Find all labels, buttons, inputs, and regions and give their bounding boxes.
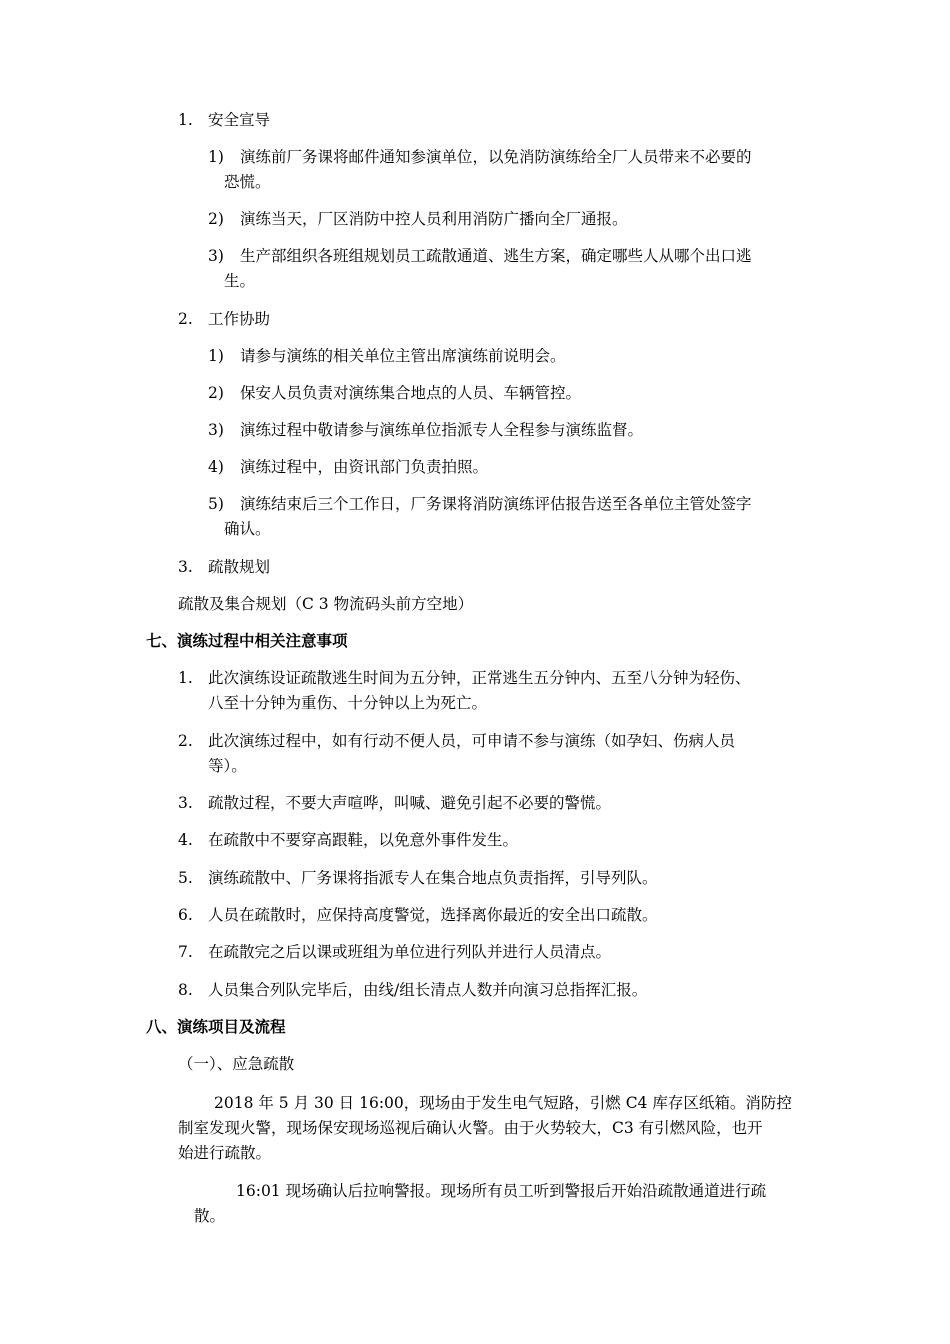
item-title-evacuation-planning: 疏散规划 (208, 558, 271, 576)
item-number: 3. (178, 558, 193, 576)
item-number: 7. (178, 943, 193, 961)
item-number: 1. (178, 669, 193, 687)
evacuation-note: 疏散及集合规划（C 3 物流码头前方空地） (178, 595, 474, 613)
timeline-paragraph: 16:01 现场确认后拉响警报。现场所有员工听到警报后开始沿疏散通道进行疏 (236, 1182, 767, 1200)
item-number: 8. (178, 981, 193, 999)
precaution-text: 此次演练过程中，如有行动不便人员，可申请不参与演练（如孕妇、伤病人员 (208, 732, 736, 750)
timeline-paragraph: 散。 (194, 1207, 226, 1225)
item-number: 2. (178, 732, 193, 750)
sub-item-number: 2) (208, 210, 224, 228)
precaution-text: 在疏散完之后以课或班组为单位进行列队并进行人员清点。 (208, 943, 612, 961)
item-number: 2. (178, 310, 193, 328)
sub-item-text: 保安人员负责对演练集合地点的人员、车辆管控。 (240, 384, 582, 402)
sub-item-number: 4) (208, 458, 224, 476)
precaution-text: 等）。 (208, 757, 247, 775)
precaution-text: 人员集合列队完毕后，由线/组长清点人数并向演习总指挥汇报。 (208, 981, 648, 999)
scenario-paragraph: 制室发现火警，现场保安现场巡视后确认火警。由于火势较大，C3 有引燃风险，也开 (178, 1119, 763, 1137)
item-number: 6. (178, 906, 193, 924)
sub-item-text: 生。 (224, 272, 256, 290)
sub-item-number: 2) (208, 384, 224, 402)
item-number: 1. (178, 111, 193, 129)
sub-item-text: 确认。 (224, 520, 271, 538)
precaution-text: 演练疏散中、厂务课将指派专人在集合地点负责指挥，引导列队。 (208, 869, 658, 887)
sub-item-text: 演练过程中敬请参与演练单位指派专人全程参与演练监督。 (240, 421, 644, 439)
precaution-text: 八至十分钟为重伤、十分钟以上为死亡。 (208, 694, 488, 712)
sub-item-text: 演练过程中，由资讯部门负责拍照。 (240, 458, 489, 476)
item-number: 5. (178, 869, 193, 887)
item-number: 4. (178, 831, 193, 849)
precaution-text: 疏散过程，不要大声喧哗，叫喊、避免引起不必要的警慌。 (208, 794, 612, 812)
section-heading-precautions: 七、演练过程中相关注意事项 (146, 632, 348, 650)
item-title-work-assistance: 工作协助 (208, 310, 271, 328)
precaution-text: 在疏散中不要穿高跟鞋，以免意外事件发生。 (208, 831, 519, 849)
sub-item-text: 演练当天，厂区消防中控人员利用消防广播向全厂通报。 (240, 210, 628, 228)
sub-item-text: 恐慌。 (224, 173, 271, 191)
precaution-text: 人员在疏散时，应保持高度警觉，选择离你最近的安全出口疏散。 (208, 906, 658, 924)
scenario-paragraph: 2018 年 5 月 30 日 16:00，现场由于发生电气短路，引燃 C4 库存区纸箱。消防控 (214, 1094, 792, 1112)
sub-item-text: 生产部组织各班组规划员工疏散通道、逃生方案，确定哪些人从哪个出口逃 (240, 247, 752, 265)
item-title-safety-promotion: 安全宣导 (208, 111, 271, 129)
sub-heading-emergency-evacuation: （一）、应急疏散 (178, 1055, 295, 1073)
sub-item-number: 5) (208, 495, 224, 513)
sub-item-text: 演练前厂务课将邮件通知参演单位，以免消防演练给全厂人员带来不必要的 (240, 148, 752, 166)
section-heading-drill-procedure: 八、演练项目及流程 (146, 1018, 286, 1036)
sub-item-number: 1) (208, 148, 224, 166)
sub-item-number: 3) (208, 421, 224, 439)
sub-item-number: 1) (208, 347, 224, 365)
scenario-paragraph: 始进行疏散。 (178, 1144, 272, 1162)
sub-item-number: 3) (208, 247, 224, 265)
sub-item-text: 请参与演练的相关单位主管出席演练前说明会。 (240, 347, 566, 365)
sub-item-text: 演练结束后三个工作日，厂务课将消防演练评估报告送至各单位主管处签字 (240, 495, 752, 513)
item-number: 3. (178, 794, 193, 812)
precaution-text: 此次演练设证疏散逃生时间为五分钟，正常逃生五分钟内、五至八分钟为轻伤、 (208, 669, 751, 687)
